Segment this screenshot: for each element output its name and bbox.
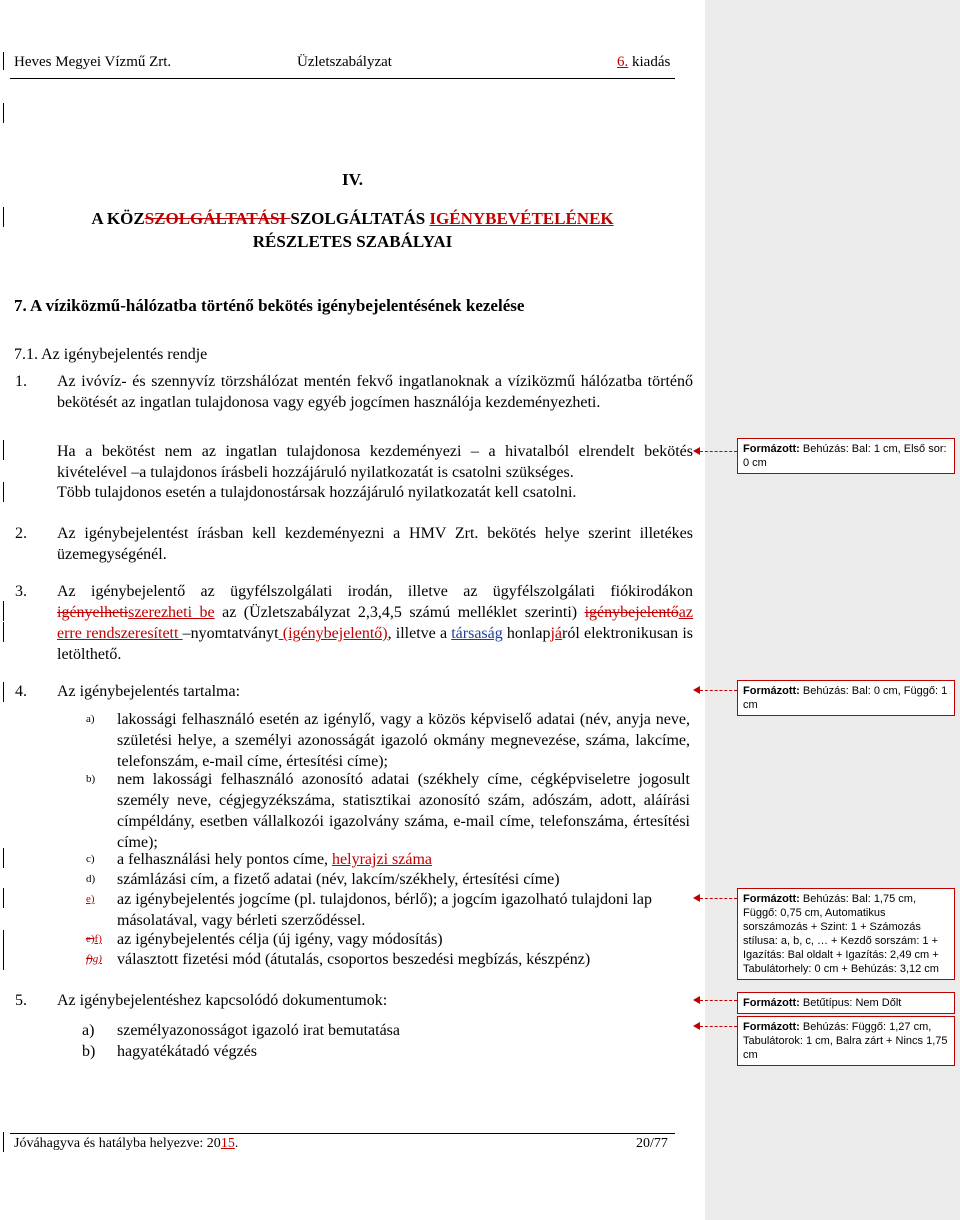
list-letter <box>86 929 102 950</box>
footer-year: 15 <box>220 1136 235 1151</box>
change-bar <box>3 601 4 621</box>
list-item: számlázási cím, a fizető adatai (név, lakcím/székhely, értesítési címe) <box>117 871 560 888</box>
paragraph-2: Az igénybejelentést írásban kell kezdeményezni a HMV Zrt. bekötés helye szerint illetékes üzemegységénél. <box>57 525 693 563</box>
chapter-title-line1 <box>0 207 705 231</box>
balloon-text: Behúzás: Bal: 1,75 cm, Függő: 0,75 cm, Automatikus sorszámozás + Szint: 1 + Számozás stílusa: a, b, c, … + Kezdő sorszám: 1 + Igazítás: Bal oldalt + Igazítás: 2,49 cm + Tabulátorhely: 0 cm + Behúzás: 3,12 cm <box>743 893 939 975</box>
format-balloon[interactable] <box>737 992 955 1014</box>
balloon-label: Formázott: <box>743 685 800 697</box>
change-bar <box>3 888 4 908</box>
change-bar <box>3 622 4 642</box>
comment-connector <box>700 898 737 899</box>
text-run: Az igénybejelentő az ügyfélszolgálati irodán, illetve az ügyfélszolgálati fiókirodákon <box>57 583 693 600</box>
balloon-label: Formázott: <box>743 893 800 905</box>
list-letter: b) <box>86 773 96 785</box>
deleted-run: igénybejelentő <box>584 604 679 621</box>
change-bar <box>3 440 4 460</box>
list-item: az igénybejelentés jogcíme (pl. tulajdonos, bérlő); a jogcím igazolható tulajdoni lap másolatával, vagy bérleti szerződéssel. <box>117 891 652 929</box>
change-bar <box>3 52 4 70</box>
text-run: –nyomtatványt <box>182 625 279 642</box>
change-bar <box>3 103 4 123</box>
inserted-run: az erre rendszeresített <box>57 604 693 642</box>
balloon-label: Formázott: <box>743 1021 800 1033</box>
deleted-letter: f) <box>86 953 93 965</box>
change-bar <box>3 682 4 702</box>
list-letter <box>86 949 102 970</box>
text-run: ról elektronikusan is letölthető. <box>57 625 693 663</box>
footer-approved-text: Jóváhagyva és hatályba helyezve: 20 <box>14 1136 221 1151</box>
title-inserted: IGÉNYBEVÉTELÉNEK <box>429 209 614 228</box>
list-letter: c) <box>86 853 95 865</box>
connector-arrow-icon <box>693 996 700 1004</box>
text-run: honlap <box>502 625 551 642</box>
list-heading: Az igénybejelentéshez kapcsolódó dokumentumok: <box>57 992 388 1009</box>
inserted-run: (igénybejelentő) <box>278 625 388 642</box>
balloon-label: Formázott: <box>743 997 800 1009</box>
connector-arrow-icon <box>693 447 700 455</box>
change-bar <box>3 1132 4 1152</box>
text-run: az (Üzletszabályzat 2,3,4,5 számú melléklet szerinti) <box>214 604 585 621</box>
inserted-letter: f) <box>94 933 102 945</box>
balloon-text: Behúzás: Függő: 1,27 cm, Tabulátorok: 1 cm, Balra zárt + Nincs 1,75 cm <box>743 1021 948 1061</box>
company-link[interactable]: társaság <box>451 625 503 642</box>
comment-connector <box>700 1000 737 1001</box>
format-balloon[interactable] <box>737 1016 955 1066</box>
list-item: lakossági felhasználó esetén az igénylő, vagy a közös képviselő adatai (név, anyja neve, születési helye, a személyi azonosságát igazoló okmány megnevezése, száma, lakcíme, telefonszám, e-mail címe, értesítési címe); <box>117 711 690 770</box>
deleted-letter: e) <box>86 933 95 945</box>
list-heading: Az igénybejelentés tartalma: <box>57 683 241 700</box>
list-item: nem lakossági felhasználó azonosító adatai (székhely címe, cégképviseletre jogosult személy neve, cégjegyzékszáma, statisztikai azonosító szám, adószám, adott, aláírási címpéldány, esetben vállalkozói igazolvány száma, e-mail címe, telefonszáma, értesítési címe); <box>117 771 690 851</box>
change-bar <box>3 950 4 970</box>
balloon-label: Formázott: <box>743 443 800 455</box>
list-letter: b) <box>82 1043 96 1060</box>
connector-arrow-icon <box>693 686 700 694</box>
change-bar <box>3 482 4 502</box>
item-number: 2. <box>15 525 27 542</box>
title-mid: SZOLGÁLTATÁS <box>290 209 430 228</box>
list-letter: a) <box>86 713 95 725</box>
list-letter: d) <box>86 873 96 885</box>
inserted-run: szerezheti be <box>128 604 215 621</box>
header-document: Üzletszabályzat <box>297 54 392 70</box>
list-item: az igénybejelentés célja (új igény, vagy módosítás) <box>117 931 443 948</box>
format-balloon[interactable] <box>737 438 955 474</box>
text-run: , illetve a <box>387 625 452 642</box>
list-letter: e) <box>86 893 95 905</box>
item-number: 3. <box>15 583 27 600</box>
header-edition <box>617 54 670 71</box>
list-item: hagyatékátadó végzés <box>117 1043 257 1060</box>
header-edition-number: 6. <box>617 54 629 70</box>
item-number: 4. <box>15 683 27 700</box>
change-bar <box>3 848 4 868</box>
header-company: Heves Megyei Vízmű Zrt. <box>14 54 172 70</box>
inserted-run: helyrajzi száma <box>332 851 432 868</box>
deleted-run: igényelheti <box>57 604 129 621</box>
chapter-title-line2: RÉSZLETES SZABÁLYAI <box>252 232 453 251</box>
paragraph-1b: Ha a bekötést nem az ingatlan tulajdonosa kezdeményezi – a hivatalból elrendelt bekötés kivételével –a tulajdonos írásbeli hozzájáruló nyilatkozatát is csatolni szükséges. <box>57 443 693 481</box>
paragraph-1c: Több tulajdonos esetén a tulajdonostársak hozzájáruló nyilatkozatát kell csatolni. <box>57 484 577 501</box>
subsection-heading: 7.1. Az igénybejelentés rendje <box>14 346 208 363</box>
balloon-text: Betűtípus: Nem Dőlt <box>799 997 902 1009</box>
list-item: választott fizetési mód (átutalás, csoportos beszedési megbízás, készpénz) <box>117 951 591 968</box>
title-prefix: A KÖZ <box>91 209 145 228</box>
inserted-letter: g) <box>92 953 102 965</box>
chapter-number: IV. <box>342 170 363 189</box>
text-run: a felhasználási hely pontos címe, <box>117 851 333 868</box>
comment-connector <box>700 451 737 452</box>
list-item: személyazonosságot igazoló irat bemutatása <box>117 1022 401 1039</box>
format-balloon[interactable] <box>737 680 955 716</box>
footer-page: 20/77 <box>636 1136 668 1151</box>
footer-approved: Jóváhagyva és hatályba helyezve: 2015. <box>14 1136 239 1151</box>
list-item <box>117 849 690 870</box>
footer-rule <box>10 1133 675 1134</box>
connector-arrow-icon <box>693 1022 700 1030</box>
header-edition-word: kiadás <box>632 54 671 70</box>
item-number: 5. <box>15 992 27 1009</box>
balloon-text: Behúzás: Bal: 0 cm, Függő: 1 cm <box>743 685 948 711</box>
list-letter: a) <box>82 1022 95 1039</box>
title-deleted: SZOLGÁLTATÁSI <box>144 209 291 228</box>
connector-arrow-icon <box>693 894 700 902</box>
item-number: 1. <box>15 373 27 390</box>
format-balloon[interactable] <box>737 888 955 980</box>
comment-connector <box>700 690 737 691</box>
paragraph-1: Az ivóvíz- és szennyvíz törzshálózat mentén fekvő ingatlanoknak a víziközmű hálózatba történő bekötését az ingatlan tulajdonosa vagy egyéb jogcímen használója kezdeményezheti. <box>57 373 693 411</box>
comment-connector <box>700 1026 737 1027</box>
paragraph-3 <box>57 581 693 665</box>
header-rule <box>10 78 675 79</box>
change-bar <box>3 930 4 950</box>
inserted-run: já <box>550 625 563 642</box>
balloon-text: Behúzás: Bal: 1 cm, Első sor: 0 cm <box>743 443 947 469</box>
section-heading: 7. A víziközmű-hálózatba történő bekötés igénybejelentésének kezelése <box>14 296 525 315</box>
